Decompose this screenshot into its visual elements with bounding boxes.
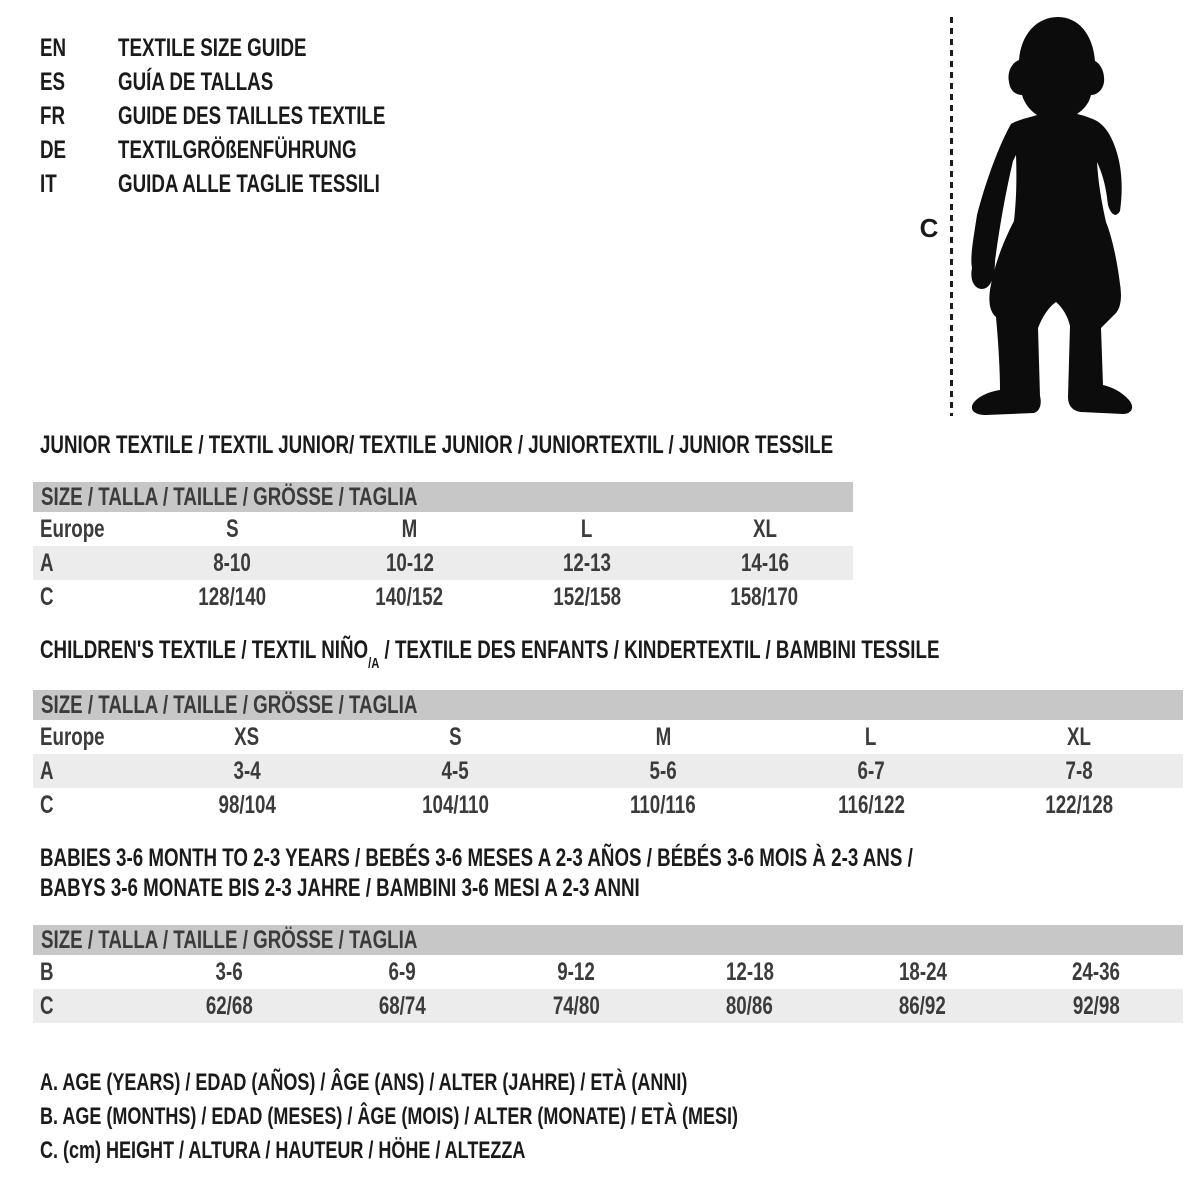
height-cell: 128/140	[198, 582, 266, 611]
language-list	[40, 31, 475, 201]
height-cell: 92/98	[1072, 991, 1120, 1020]
row-label: Europe	[40, 722, 105, 751]
language-row-en	[40, 31, 475, 65]
height-cell: 104/110	[421, 790, 489, 819]
section-title-children	[40, 636, 1200, 673]
language-code: FR	[40, 101, 65, 130]
junior-title-text: JUNIOR TEXTILE / TEXTIL JUNIOR/ TEXTILE JUNIOR / JUNIORTEXTIL / JUNIOR TESSILE	[40, 430, 834, 459]
table-row-height	[33, 788, 1183, 822]
age-cell: 6-9	[388, 957, 417, 986]
size-cell: M	[655, 722, 671, 751]
age-cell: 4-5	[441, 756, 469, 785]
junior-size-table	[33, 482, 853, 614]
table-row-age	[33, 546, 853, 580]
age-cell: 3-4	[233, 756, 261, 785]
age-cell: 12-13	[563, 548, 611, 577]
size-header-row	[33, 482, 853, 512]
table-row-europe	[33, 720, 1183, 754]
height-cell: 122/128	[1045, 790, 1113, 819]
height-cell: 98/104	[218, 790, 276, 819]
height-measure-label: C	[919, 213, 939, 243]
height-cell: 68/74	[379, 991, 426, 1020]
age-cell: 12-18	[725, 957, 774, 986]
legend-age-years: A. AGE (YEARS) / EDAD (AÑOS) / ÂGE (ANS) / ALTER (JAHRE) / ETÀ (ANNI)	[40, 1069, 688, 1096]
size-header-label: SIZE / TALLA / TAILLE / GRÖSSE / TAGLIA	[41, 925, 418, 954]
language-title: GUÍA DE TALLAS	[118, 67, 274, 96]
language-row-it	[40, 167, 475, 201]
table-row-europe	[33, 512, 853, 546]
babies-size-table	[33, 925, 1183, 1023]
height-cell: 158/170	[730, 582, 799, 611]
height-cell: 140/152	[375, 582, 444, 611]
size-cell: S	[225, 514, 239, 543]
language-code: EN	[40, 33, 67, 62]
height-cell: 86/92	[899, 991, 946, 1020]
table-row-age-months	[33, 955, 1183, 989]
language-row-fr	[40, 99, 475, 133]
language-title: GUIDE DES TAILLES TEXTILE	[118, 101, 386, 130]
toddler-silhouette-icon	[964, 15, 1138, 417]
height-cell: 110/116	[630, 790, 696, 819]
babies-title-line-2: BABYS 3-6 MONATE BIS 2-3 JAHRE / BAMBINI 3-6 MESI A 2-3 ANNI	[40, 873, 640, 902]
height-cell: 74/80	[552, 991, 600, 1020]
language-title: TEXTILGRÖßENFÜHRUNG	[118, 135, 357, 164]
language-row-es	[40, 65, 475, 99]
age-cell: 5-6	[649, 756, 677, 785]
size-cell: M	[401, 514, 418, 543]
language-code: DE	[40, 135, 67, 164]
age-cell: 7-8	[1065, 756, 1093, 785]
language-code: ES	[40, 67, 66, 96]
row-label: A	[40, 756, 54, 785]
size-header-row	[33, 925, 1183, 955]
height-cell: 116/122	[837, 790, 905, 819]
size-header-label: SIZE / TALLA / TAILLE / GRÖSSE / TAGLIA	[41, 690, 418, 719]
height-cell: 62/68	[206, 991, 253, 1020]
size-cell: XL	[752, 514, 777, 543]
age-cell: 14-16	[740, 548, 789, 577]
height-cell: 80/86	[726, 991, 773, 1020]
table-row-height	[33, 580, 853, 614]
height-cell: 152/158	[553, 582, 621, 611]
table-row-height	[33, 989, 1183, 1023]
children-title-text: CHILDREN'S TEXTILE / TEXTIL NIÑO	[40, 636, 369, 664]
language-row-de	[40, 133, 475, 167]
language-title: TEXTILE SIZE GUIDE	[118, 33, 307, 62]
row-label: C	[40, 790, 54, 819]
age-cell: 3-6	[215, 957, 244, 986]
row-label: A	[40, 548, 54, 577]
size-cell: S	[448, 722, 462, 751]
size-cell: XL	[1067, 722, 1091, 751]
section-title-babies	[40, 843, 1200, 903]
language-code: IT	[40, 169, 57, 198]
age-cell: 24-36	[1072, 957, 1121, 986]
size-cell: XS	[234, 722, 260, 751]
size-cell: L	[581, 514, 593, 543]
section-title-junior	[40, 430, 1098, 460]
children-size-table	[33, 690, 1183, 822]
legend	[40, 1066, 971, 1168]
size-header-row	[33, 690, 1183, 720]
age-cell: 8-10	[213, 548, 251, 577]
age-cell: 18-24	[898, 957, 947, 986]
row-label: Europe	[40, 514, 105, 543]
legend-age-months: B. AGE (MONTHS) / EDAD (MESES) / ÂGE (MOIS) / ALTER (MONATE) / ETÀ (MESI)	[40, 1103, 738, 1130]
age-cell: 9-12	[557, 957, 595, 986]
language-title: GUIDA ALLE TAGLIE TESSILI	[118, 169, 380, 198]
table-row-age	[33, 754, 1183, 788]
age-cell: 6-7	[857, 756, 885, 785]
legend-height-cm: C. (cm) HEIGHT / ALTURA / HAUTEUR / HÖHE / ALTEZZA	[40, 1137, 526, 1164]
height-dashed-line	[950, 17, 953, 416]
size-header-label: SIZE / TALLA / TAILLE / GRÖSSE / TAGLIA	[41, 482, 418, 511]
age-cell: 10-12	[385, 548, 434, 577]
row-label: B	[40, 957, 54, 986]
children-title-text-after: / TEXTILE DES ENFANTS / KINDERTEXTIL / BAMBINI TESSILE	[379, 636, 940, 664]
babies-title-line-1: BABIES 3-6 MONTH TO 2-3 YEARS / BEBÉS 3-6 MESES A 2-3 AÑOS / BÉBÉS 3-6 MOIS À 2-3 ANS /	[40, 843, 913, 872]
size-cell: L	[865, 722, 877, 751]
row-label: C	[40, 582, 54, 611]
children-title-subscript: /A	[368, 655, 380, 673]
row-label: C	[40, 991, 54, 1020]
